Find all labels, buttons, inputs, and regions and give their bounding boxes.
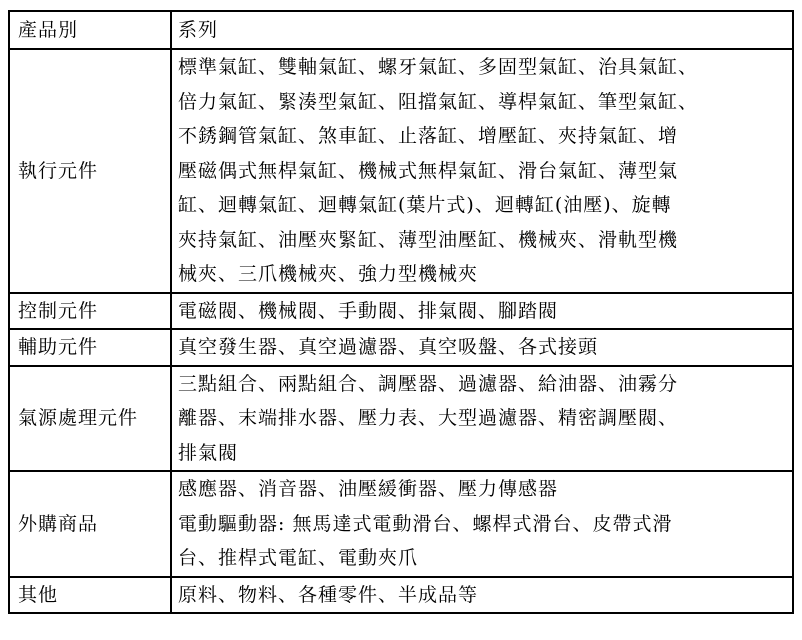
series-line: 真空發生器、真空過濾器、真空吸盤、各式接頭 bbox=[178, 336, 599, 358]
row-category: 氣源處理元件 bbox=[9, 366, 171, 472]
row-series bbox=[171, 577, 793, 614]
header-category: 產品別 bbox=[9, 11, 171, 49]
header-series: 系列 bbox=[171, 11, 793, 49]
product-table-container bbox=[8, 10, 794, 614]
table-header-row bbox=[9, 11, 793, 49]
row-series bbox=[171, 471, 793, 577]
row-series bbox=[171, 49, 793, 293]
series-line: 倍力氣缸、緊湊型氣缸、阻擋氣缸、導桿氣缸、筆型氣缸、 bbox=[178, 90, 699, 113]
row-series bbox=[171, 329, 793, 366]
table-row bbox=[9, 293, 793, 330]
series-line: 三點組合、兩點組合、調壓器、過濾器、給油器、油霧分 bbox=[178, 372, 679, 395]
row-category: 控制元件 bbox=[9, 293, 171, 330]
row-category: 外購商品 bbox=[9, 471, 171, 577]
row-category: 輔助元件 bbox=[9, 329, 171, 366]
table-row bbox=[9, 329, 793, 366]
product-series-table bbox=[8, 10, 794, 614]
series-line: 夾持氣缸、油壓夾緊缸、薄型油壓缸、機械夾、滑軌型機 bbox=[178, 228, 679, 251]
series-line: 原料、物料、各種零件、半成品等 bbox=[178, 583, 479, 606]
table-row bbox=[9, 49, 793, 293]
series-line: 標準氣缸、雙軸氣缸、螺牙氣缸、多固型氣缸、治具氣缸、 bbox=[178, 56, 699, 78]
series-line: 離器、末端排水器、壓力表、大型過濾器、精密調壓閥、 bbox=[178, 407, 679, 429]
table-row bbox=[9, 577, 793, 614]
row-series bbox=[171, 293, 793, 330]
table-row bbox=[9, 471, 793, 577]
series-line: 台、推桿式電缸、電動夾爪 bbox=[178, 547, 419, 569]
series-line: 械夾、三爪機械夾、強力型機械夾 bbox=[178, 263, 479, 285]
series-line: 壓磁偶式無桿氣缸、機械式無桿氣缸、滑台氣缸、薄型氣 bbox=[178, 159, 679, 182]
row-series bbox=[171, 366, 793, 472]
series-line: 排氣閥 bbox=[178, 441, 239, 464]
series-line: 缸、迴轉氣缸、迴轉氣缸(葉片式)、迴轉缸(油壓)、旋轉 bbox=[178, 194, 672, 216]
series-line: 感應器、消音器、油壓緩衝器、壓力傳感器 bbox=[178, 478, 559, 500]
table-row bbox=[9, 366, 793, 472]
series-line: 電磁閥、機械閥、手動閥、排氣閥、腳踏閥 bbox=[178, 299, 559, 322]
row-category: 其他 bbox=[9, 577, 171, 614]
series-line: 電動驅動器: 無馬達式電動滑台、螺桿式滑台、皮帶式滑 bbox=[178, 512, 673, 535]
series-line: 不銹鋼管氣缸、煞車缸、止落缸、增壓缸、夾持氣缸、增 bbox=[178, 125, 679, 147]
row-category: 執行元件 bbox=[9, 49, 171, 293]
